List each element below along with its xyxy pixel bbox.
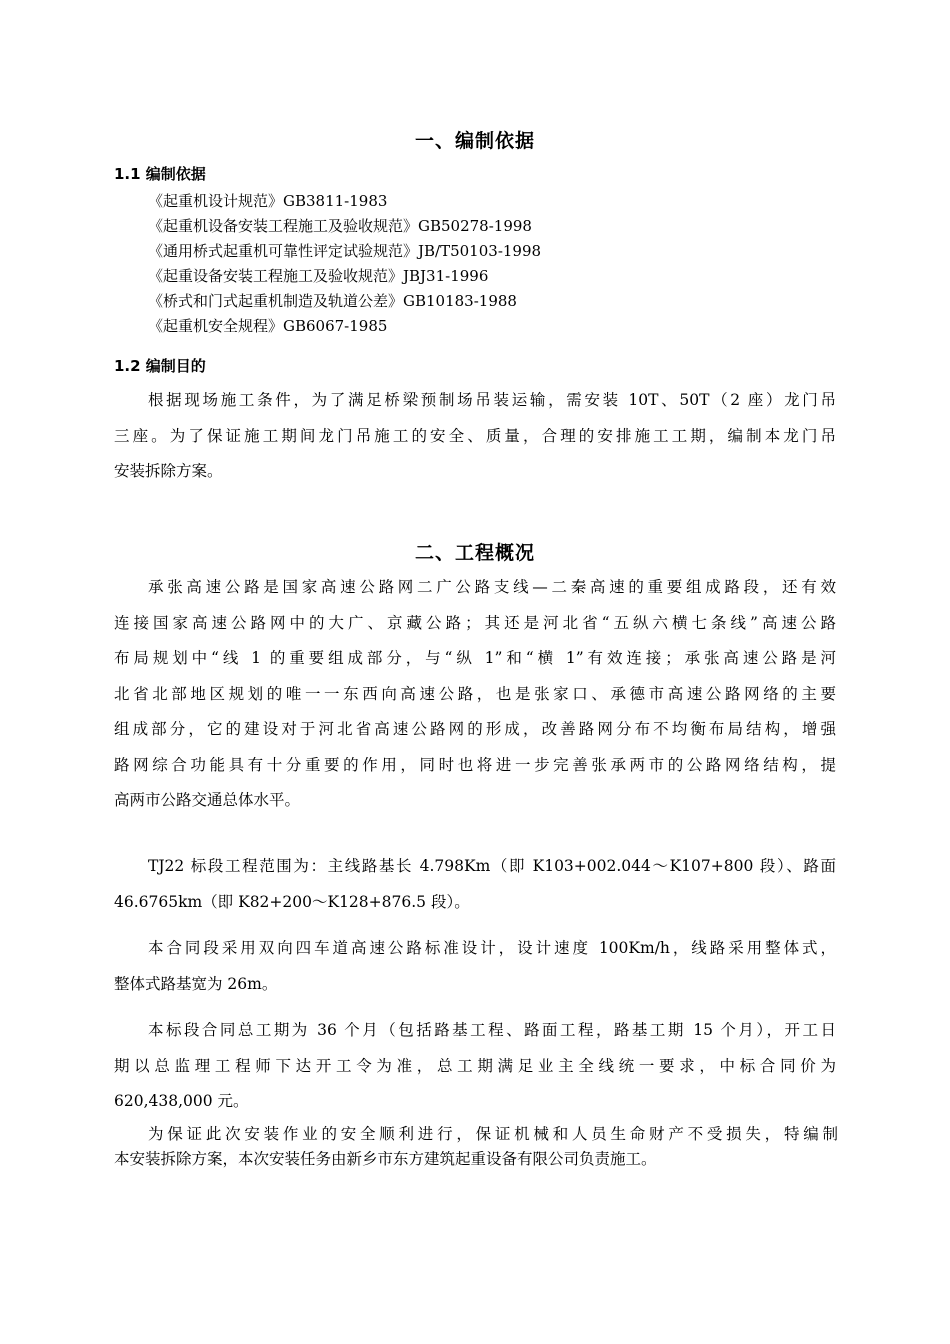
reference-item: 《起重机设备安装工程施工及验收规范》GB50278-1998 [148,217,532,235]
paragraph-line: 北省北部地区规划的唯一一东西向高速公路，也是张家口、承德市高速公路网络的主要 [114,684,836,703]
paragraph-line: 整体式路基宽为 26m。 [114,974,278,993]
paragraph-line: 布局规划中“线 1 的重要组成部分，与“纵 1”和“横 1”有效连接；承张高速公路是河 [114,649,836,667]
reference-item: 《起重机安全规程》GB6067-1985 [148,317,388,335]
subsection-1-1-heading: 1.1 编制依据 [114,165,206,183]
paragraph-line: 承张高速公路是国家高速公路网二广公路支线—二秦高速的重要组成路段，还有效 [148,578,836,596]
reference-item: 《桥式和门式起重机制造及轨道公差》GB10183-1988 [148,292,517,310]
reference-item: 《通用桥式起重机可靠性评定试验规范》JB/T50103-1998 [148,242,542,260]
section-1-title: 一、编制依据 [414,130,535,152]
purpose-paragraph [114,383,836,490]
paragraph-line: 安装拆除方案。 [114,462,223,480]
design-paragraph [114,931,836,1002]
paragraph-line: 620,438,000 元。 [114,1092,249,1110]
paragraph-line: 本标段合同总工期为 36 个月（包括路基工程、路面工程，路基工期 15 个月），开工日 [148,1021,836,1039]
reference-item: 《起重设备安装工程施工及验收规范》JBJ31-1996 [148,267,489,285]
paragraph-line: 三座。为了保证施工期间龙门吊施工的安全、质量，合理的安排施工工期，编制本龙门吊 [114,426,836,445]
paragraph-line: 根据现场施工条件，为了满足桥梁预制场吊装运输，需安装 10T、50T（2 座）龙门吊 [148,391,836,409]
paragraph-line: 本合同段采用双向四车道高速公路标准设计，设计速度 100Km/h，线路采用整体式， [148,939,836,957]
paragraph-line: 期以总监理工程师下达开工令为准，总工期满足业主全线统一要求，中标合同价为 [114,1056,836,1075]
paragraph-line: 高两市公路交通总体水平。 [114,791,301,809]
paragraph-line: 组成部分，它的建设对于河北省高速公路网的形成，改善路网分布不均衡布局结构，增强 [114,720,836,738]
paragraph-line: 本安装拆除方案，本次安装任务由新乡市东方建筑起重设备有限公司负责施工。 [114,1149,657,1168]
subsection-1-2-heading: 1.2 编制目的 [114,357,206,375]
paragraph-line: 路网综合功能具有十分重要的作用，同时也将进一步完善张承两市的公路网络结构，提 [114,755,836,774]
schedule-paragraph [114,1013,836,1120]
paragraph-line: 46.6765km（即 K82+200～K128+876.5 段）。 [114,892,470,911]
reference-item: 《起重机设计规范》GB3811-1983 [148,192,388,210]
section-2-title: 二、工程概况 [414,542,535,564]
paragraph-line: 连接国家高速公路网中的大广、京藏公路；其还是河北省“五纵六横七条线”高速公路 [114,613,836,632]
scope-paragraph [114,849,836,920]
contractor-paragraph [114,1122,838,1171]
paragraph-line: 为保证此次安装作业的安全顺利进行，保证机械和人员生命财产不受损失，特编制 [148,1125,838,1143]
overview-paragraph [114,570,836,819]
paragraph-line: TJ22 标段工程范围为：主线路基长 4.798Km（即 K103+002.044～K107+800 段）、路面 [148,857,836,875]
